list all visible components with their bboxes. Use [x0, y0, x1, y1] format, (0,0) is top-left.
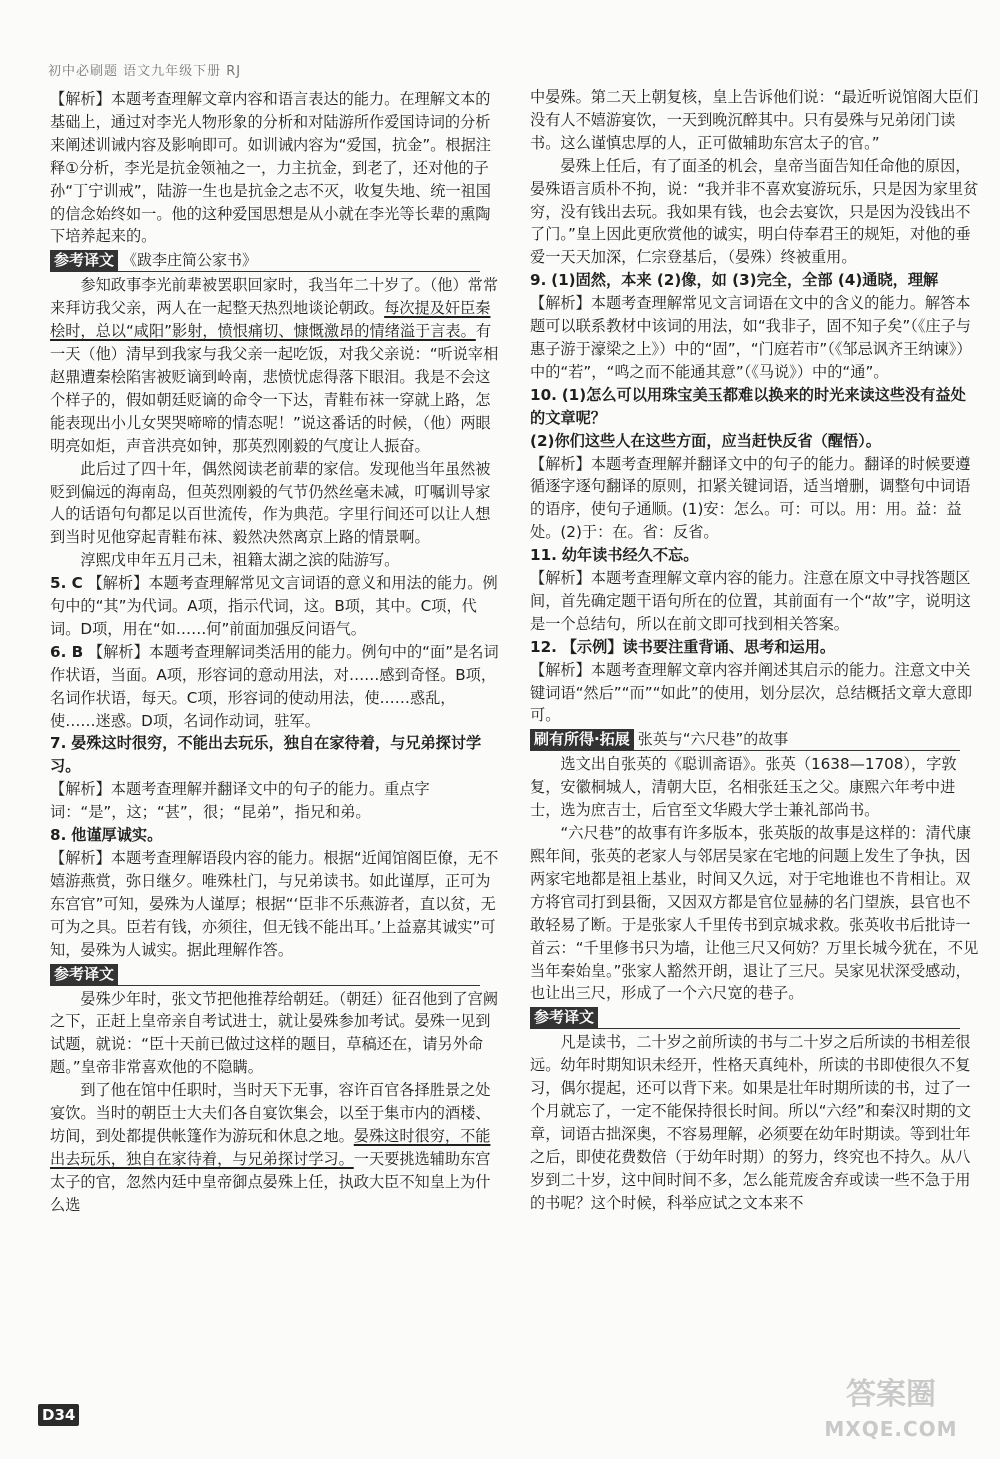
answer-item-7: 7. 晏殊这时很穷，不能出去玩乐，独自在家待着，与兄弟探讨学习。 — [50, 734, 482, 776]
answer-item-6: 6. B 【解析】本题考查理解词类活用的能力。例句中的“面”是名词作状语，当面。A项，形容词的意动用法，对……感到奇怪。B项，名词作状语，每天。C项，形容词的使动用法，使……惑乱，使……迷惑。D项，名词作动词，驻军。 — [50, 642, 499, 730]
translation-paragraph: 晏殊上任后，有了面圣的机会，皇帝当面告知任命他的原因，晏殊语言质朴不拘，说：“我并非不喜欢宴游玩乐，只是因为家里贫穷，没有钱出去玩。我如果有钱，也会去宴饮，只是因为没钱出不了门。”皇上因此更欣赏他的诚实，明白侍奉君王的规矩，对他的垂爱一天天加深，仁宗登基后，（晏殊）终被重用。 — [530, 156, 979, 267]
answer-analysis-9: 【解析】本题考查理解常见文言词语在文中的含义的能力。解答本题可以联系教材中该词的用法，如“我非子，固不知子矣”（《庄子与惠子游于濠梁之上》）中的“固”，“门庭若市”（《邹忌讽齐王纳谏》）中的“若”，“鸣之而不能通其意”（《马说》）中的“通”。 — [530, 294, 972, 381]
watermark-logo: 答案圈 MXQE.COM — [824, 1377, 958, 1441]
answer-analysis-12: 【解析】本题考查理解文章内容并阐述其启示的能力。注意文中关键词语“然后”“而”“如此”的使用，划分层次，总结概括文章大意即可。 — [530, 660, 973, 725]
extension-paragraph: 选文出自张英的《聪训斋语》。张英（1638—1708），字敦复，安徽桐城人，清朝大臣，名相张廷玉之父。康熙六年考中进士，选为庶吉士，后官至文华殿大学士兼礼部尚书。 — [530, 755, 957, 820]
section-label: 参考译文 — [50, 964, 118, 985]
answer-item-12: 12. 【示例】读书要注重背诵、思考和运用。 — [530, 637, 836, 656]
analysis-paragraph: 【解析】本题考查理解文章内容和语言表达的能力。在理解文本的基础上，通过对李光人物形象的分析和对陆游所作爱国诗词的分析来阐述训诫内容及影响即可。如训诫内容为“爱国，抗金”。根据注释①分析，李光是抗金领袖之一，力主抗金，到老了，还对他的子孙“丁宁训戒”，陆游一生也是抗金之志不灭，收复失地、统一祖国的信念始终如一。他的这种爱国思想是从小就在李光等长辈的熏陶下培养起来的。 — [50, 90, 491, 246]
left-column — [50, 88, 500, 1217]
section-title: 《跋李庄简公家书》 — [122, 251, 258, 270]
reference-translation-header — [530, 1007, 960, 1029]
running-header: 初中必刷题 语文九年级下册 RJ — [48, 64, 242, 79]
section-label: 参考译文 — [50, 250, 118, 271]
answer-item-10: 10. (1)怎么可以用珠宝美玉都难以换来的时光来读这些没有益处的文章呢？ — [530, 385, 966, 427]
answer-item-10-part2: (2)你们这些人在这些方面，应当赶快反省（醒悟）。 — [530, 431, 881, 450]
page-number: D34 — [38, 1404, 79, 1426]
section-label: 参考译文 — [530, 1007, 598, 1028]
right-column — [530, 86, 980, 1215]
answer-analysis-7: 【解析】本题考查理解并翻译文中的句子的能力。重点字词：“是”，这；“甚”，很；“昆弟”，指兄和弟。 — [50, 780, 430, 822]
answer-analysis-10: 【解析】本题考查理解并翻译文中的句子的能力。翻译的时候要遵循逐字逐句翻译的原则，扣紧关键词语，适当增删，调整句中词语的语序，使句子通顺。(1)安：怎么。可：可以。用：用。益：益处。(2)于：在。省：反省。 — [530, 454, 971, 542]
extension-paragraph: “六尺巷”的故事有许多版本，张英版的故事是这样的：清代康熙年间，张英的老家人与邻居吴家在宅地的问题上发生了争执，因两家宅地都是祖上基业，时间又久远，对于宅地谁也不肯相让。双方将官司打到县衙，又因双方都是官位显赫的名门望族，县官也不敢轻易了断。于是张家人千里传书到京城求救。张英收书后批诗一首云：“千里修书只为墙，让他三尺又何妨？万里长城今犹在，不见当年秦始皇。”张家人豁然开朗，退让了三尺。吴家见状深受感动，也让出三尺，形成了一个六尺宽的巷子。 — [530, 824, 979, 1003]
answer-item-11: 11. 幼年读书经久不忘。 — [530, 546, 699, 565]
translation-paragraph: 到了他在馆中任职时，当时天下无事，容许百官各择胜景之处宴饮。当时的朝臣士大夫们各自宴饮集会，以至于集市内的酒楼、坊间，到处都提供帐篷作为游玩和休息之地。晏殊这时很穷，不能出去玩乐，独自在家待着，与兄弟探讨学习。一天要挑选辅助东宫太子的官，忽然内廷中皇帝御点晏殊上任，执政大臣不知皇上为什么选 — [50, 1081, 491, 1214]
section-title: 张英与“六尺巷”的故事 — [637, 730, 789, 749]
translation-signature: 淳熙戊申年五月己未，祖籍太湖之滨的陆游写。 — [80, 551, 400, 570]
reference-translation-header — [50, 964, 480, 986]
answer-analysis-11: 【解析】本题考查理解文章内容的能力。注意在原文中寻找答题区间，首先确定题干语句所在的位置，其前面有一个“故”字，说明这是一个总结句，所以在前文即可找到相关答案。 — [530, 569, 971, 633]
reference-translation-header — [50, 250, 480, 272]
translation-paragraph: 晏殊少年时，张文节把他推荐给朝廷。（朝廷）征召他到了宫阙之下，正赶上皇帝亲自考试进士，就让晏殊参加考试。晏殊一见到试题，就说：“臣十天前已做过这样的题目，草稿还在，请另外命题。”皇帝非常喜欢他的不隐瞒。 — [50, 989, 499, 1077]
section-label: 刷有所得·拓展 — [530, 729, 634, 750]
extension-header — [530, 729, 960, 751]
answer-analysis-8: 【解析】本题考查理解语段内容的能力。根据“近闻馆阁臣僚，无不嬉游燕赏，弥日继夕。唯殊杜门，与兄弟读书。如此谨厚，正可为东宫官”可知，晏殊为人谨厚；根据“‘臣非不乐燕游者，直以贫，无可为之具。臣若有钱，亦须往，但无钱不能出耳。’上益嘉其诚实”可知，晏殊为人诚实。据此理解作答。 — [50, 849, 499, 959]
translation-paragraph: 此后过了四十年，偶然阅读老前辈的家信。发现他当年虽然被贬到偏远的海南岛，但英烈刚毅的气节仍然丝毫未减，叮嘱训导家人的话语句句都足以百世流传，作为典范。字里行间还可以让人想到当时见他穿起青鞋布袜、毅然决然离京上路的情景啊。 — [50, 459, 491, 547]
translation-paragraph: 参知政事李光前辈被罢职回家时，我当年二十岁了。（他）常常来拜访我父亲，两人在一起整天热烈地谈论朝政。每次提及奸臣秦桧时，总以“咸阳”影射，愤恨痛切、慷慨激昂的情绪溢于言表。有一天（他）清早到我家与我父亲一起吃饭，对我父亲说：“听说宰相赵鼎遭秦桧陷害被贬谪到岭南，悲愤忧虑得落下眼泪。我是不会这个样子的，假如朝廷贬谪的命令一下达，青鞋布袜一穿就上路，怎能表现出小儿女哭哭啼啼的情态呢！”说这番话的时候，（他）两眼明亮如炬，声音洪亮如钟，那英烈刚毅的气度让人振奋。 — [50, 276, 499, 455]
translation-paragraph: 凡是读书，二十岁之前所读的书与二十岁之后所读的书相差很远。幼年时期知识未经开，性格天真纯朴，所读的书即使很久不复习，偶尔提起，还可以背下来。如果是壮年时期所读的书，过了一个月就忘了，一定不能保持很长时间。所以“六经”和秦汉时期的文章，词语古拙深奥，不容易理解，必须要在幼年时期读。等到壮年之后，即使花费数倍（于幼年时期）的努力，终究也不持久。从八岁到二十岁，这中间时间不多，怎么能荒废舍弃或读一些不急于用的书呢？这个时候，科举应试之文本来不 — [530, 1033, 971, 1212]
answer-item-8: 8. 他谨厚诚实。 — [50, 826, 163, 845]
answer-item-5: 5. C 【解析】本题考查理解常见文言词语的意义和用法的能力。例句中的“其”为代词。A项，指示代词，这。B项，其中。C项，代词。D项，用在“如……何”前面加强反问语气。 — [50, 574, 498, 638]
underlined-sentence: 晏殊这时很穷，不能出去玩乐，独自在家待着，与兄弟探讨学习。 — [50, 1126, 491, 1168]
answer-item-9: 9. (1)固然，本来 (2)像，如 (3)完全，全部 (4)通晓，理解 — [530, 271, 939, 290]
underlined-sentence: 每次提及奸臣秦桧时，总以“咸阳”影射，愤恨痛切、慷慨激昂的情绪溢于言表。 — [50, 299, 491, 341]
translation-paragraph: 中晏殊。第二天上朝复核，皇上告诉他们说：“最近听说馆阁大臣们没有人不嬉游宴饮，一天到晚沉醉其中。只有晏殊与兄弟闭门读书。这么谨慎忠厚的人，正可做辅助东宫太子的官。” — [530, 88, 979, 152]
